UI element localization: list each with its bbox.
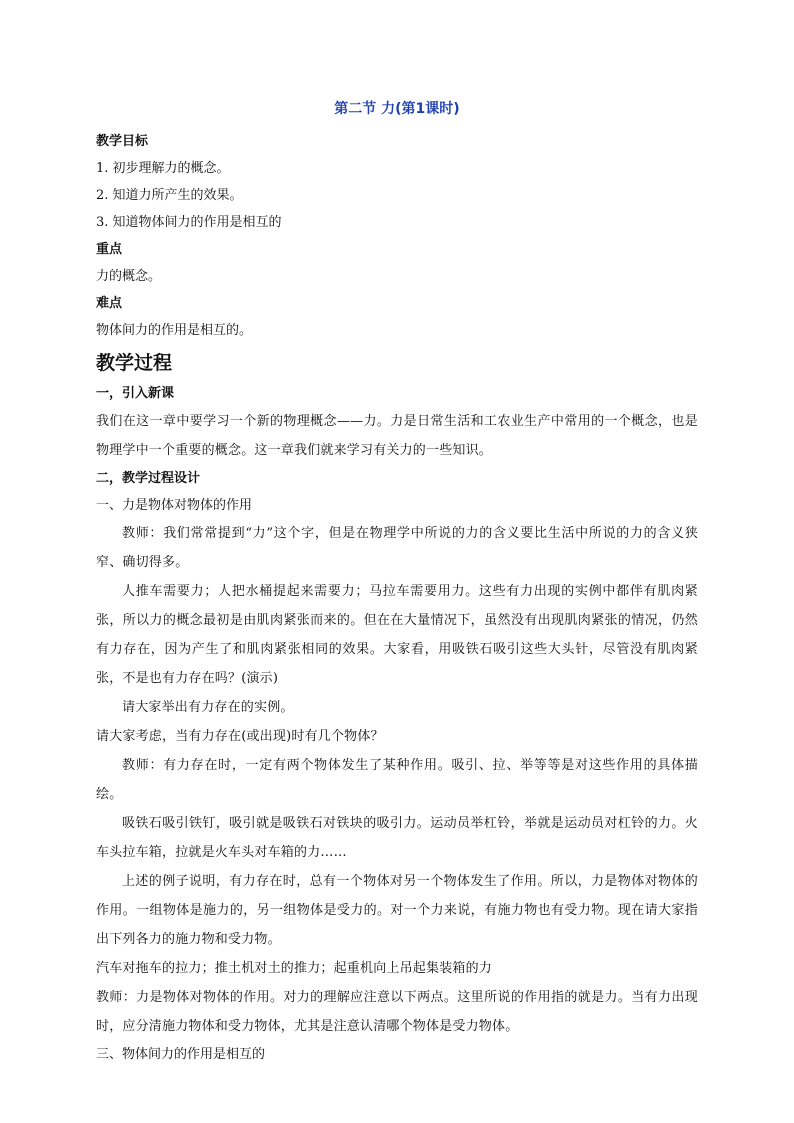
objectives-label: 教学目标: [96, 134, 149, 149]
key-point-label: 重点: [96, 242, 123, 257]
design-heading: 二，教学过程设计: [96, 471, 201, 486]
key-point-text: 力的概念。: [96, 269, 162, 284]
section3-heading: 三、物体间力的作用是相互的: [96, 1047, 266, 1062]
intro-heading: 一，引入新课: [96, 386, 175, 401]
paragraph: 上述的例子说明，有力存在时，总有一个物体对另一个物体发生了作用。所以，力是物体对物体的作用。一组物体是施力的，另一组物体是受力的。对一个力来说，有施力物也有受力物。现在请大家指出下列各力的施力物和受力物。: [96, 874, 698, 947]
paragraph: 教师：有力存在时，一定有两个物体发生了某种作用。吸引、拉、举等等是对这些作用的具体描绘。: [96, 758, 698, 802]
paragraph: 人推车需要力；人把水桶提起来需要力；马拉车需要用力。这些有力出现的实例中都伴有肌肉紧张，所以力的概念最初是由肌肉紧张而来的。但在在大量情况下，虽然没有出现肌肉紧张的情况，仍然有力存在，因为产生了和肌肉紧张相同的效果。大家看，用吸铁石吸引这些大头针，尽管没有肌肉紧张，不是也有力存在吗？(演示): [96, 584, 698, 686]
paragraph: 请大家考虑，当有力存在(或出现)时有几个物体？: [96, 729, 384, 744]
paragraph: 教师：力是物体对物体的作用。对力的理解应注意以下两点。这里所说的作用指的就是力。当有力出现时，应分清施力物体和受力物体，尤其是注意认清哪个物体是受力物体。: [96, 990, 698, 1034]
section1-heading: 一、力是物体对物体的作用: [96, 498, 253, 513]
objective-item: 1. 初步理解力的概念。: [96, 161, 230, 176]
paragraph: 请大家举出有力存在的实例。: [122, 700, 294, 715]
difficulty-label: 难点: [96, 296, 123, 311]
document-content: [96, 100, 698, 1068]
objective-item: 3. 知道物体间力的作用是相互的: [96, 215, 282, 230]
paragraph: 汽车对拖车的拉力；推土机对土的推力；起重机向上吊起集装箱的力: [96, 961, 493, 976]
process-heading: 教学过程: [96, 352, 173, 374]
paragraph: 教师：我们常常提到“力”这个字，但是在物理学中所说的力的含义要比生活中所说的力的含义狭窄、确切得多。: [96, 526, 698, 570]
paragraph: 吸铁石吸引铁钉，吸引就是吸铁石对铁块的吸引力。运动员举杠铃，举就是运动员对杠铃的力。火车头拉车箱，拉就是火车头对车箱的力……: [96, 816, 698, 860]
intro-paragraph: 我们在这一章中要学习一个新的物理概念——力。力是日常生活和工农业生产中常用的一个概念，也是物理学中一个重要的概念。这一章我们就来学习有关力的一些知识。: [96, 414, 698, 458]
lesson-title: 第二节 力(第1课时): [334, 101, 460, 117]
difficulty-text: 物体间力的作用是相互的。: [96, 323, 253, 338]
objective-item: 2. 知道力所产生的效果。: [96, 188, 243, 203]
